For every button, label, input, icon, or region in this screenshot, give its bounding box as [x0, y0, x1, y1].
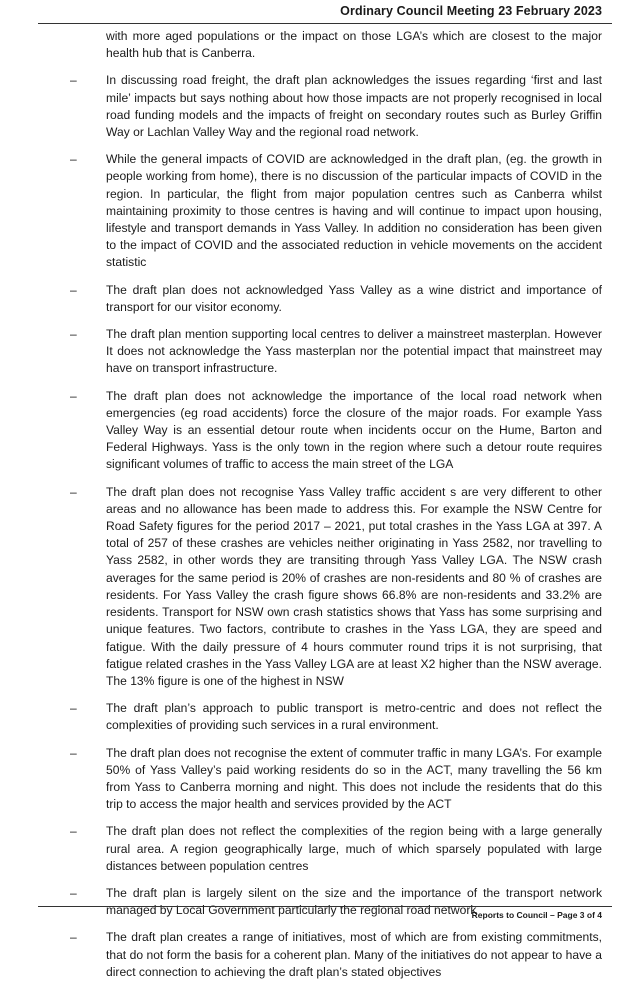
list-item [38, 700, 602, 734]
dash-bullet: – [70, 282, 77, 297]
list-item [38, 282, 602, 316]
list-item [38, 929, 602, 981]
list-item-text: While the general impacts of COVID are acknowledged in the draft plan, (eg. the growth in people working from home), there is no discussion of the particular impacts of COVID in the region. In particular, the flight from major population centres such as Canberra whilst maintaining proximity to those centres is having and will continue to impact upon housing, lifestyle and transport demands in Yass Valley. In addition no consideration has been given to the impact of COVID and the associated reduction in vehicle movements on the accident statistic [106, 152, 602, 270]
list-item-text: The draft plan is largely silent on the size and the importance of the transport network managed by Local Government particularly the regional road network [106, 885, 602, 918]
dash-bullet: – [70, 745, 77, 760]
footer-divider [38, 906, 612, 907]
dash-bullet: – [70, 484, 77, 499]
dash-bullet: – [70, 388, 77, 403]
list-item [38, 823, 602, 875]
document-body [38, 28, 602, 991]
list-item-text: The draft plan creates a range of initiatives, most of which are from existing commitments, that do not form the basis for a coherent plan. Many of the initiatives do not appear to have a direct connection to achieving the draft plan’s stated objectives [106, 930, 602, 979]
list-item [38, 484, 602, 690]
dash-bullet: – [70, 930, 77, 945]
intro-paragraph: with more aged populations or the impact on those LGA’s which are closest to the major health hub that is Canberra. [106, 29, 602, 61]
list-item-text: The draft plan does not acknowledge the importance of the local road network when emergencies (eg road accidents) force the closure of the major roads. For example Yass Valley Way is an essential detour route when incidents occur on the Hume, Barton and Federal Highways. Yass is the only town in the region where such a detour route requires significant volumes of traffic to access the main street of the LGA [106, 388, 602, 472]
list-item [38, 326, 602, 378]
dash-bullet: – [70, 824, 77, 839]
page-header-title: Ordinary Council Meeting 23 February 2023 [340, 4, 602, 18]
list-item-text: The draft plan does not recognise the extent of commuter traffic in many LGA’s. For example 50% of Yass Valley’s paid working residents do so in the ACT, many travelling the 56 km from Yass to Canberra morning and night. This does not include the residents that do this trip to access the major health and services provided by the ACT [106, 745, 602, 812]
list-item [38, 72, 602, 141]
list-item [38, 388, 602, 474]
dash-bullet: – [70, 327, 77, 342]
list-item [38, 151, 602, 271]
dash-bullet: – [70, 885, 77, 900]
dash-bullet: – [70, 152, 77, 167]
list-item-text: In discussing road freight, the draft plan acknowledges the issues regarding ‘first and last mile’ impacts but says nothing about how those impacts are not properly recognised in local road funding models and the impacts of freight on secondary routes such as Burley Griffin Way or Lachlan Valley Way and the regional road network. [106, 73, 602, 140]
dash-bullet: – [70, 73, 77, 88]
header-divider [38, 23, 612, 24]
list-item [38, 745, 602, 814]
list-item-text: The draft plan does not acknowledged Yass Valley as a wine district and importance of transport for our visitor economy. [106, 282, 602, 314]
list-item-text: The draft plan does not reflect the complexities of the region being with a large generally rural area. A region geographically large, much of which sparsely populated with large distances between population centres [106, 824, 602, 873]
list-item-text: The draft plan does not recognise Yass Valley traffic accident s are very different to other areas and no allowance has been made to address this. For example the NSW Centre for Road Safety figures for the period 2017 – 2021, put total crashes in the Yass LGA at 397. A total of 257 of these crashes are vehicles neither originating in Yass 2582, nor travelling to Yass 2582, in other words they are transiting through Yass Valley LGA. The NSW crash averages for the same period is 20% of crashes are non-residents and 80 % of crashes are residents. For Yass Valley the crash figure shows 66.8% are non-residents and 33.2% are residents. Transport for NSW own crash statistics shows that Yass has some surprising and unique features. Two factors, contribute to crashes in the Yass LGA, they are speed and fatigue. With the daily pressure of 4 hours commuter round trips it is not surprising, that fatigue related crashes in the Yass Valley LGA are at least X2 higher than the NSW average. The 13% figure is one of the highest in NSW [106, 484, 602, 688]
page-footer: Reports to Council – Page 3 of 4 [471, 910, 602, 920]
list-item-text: The draft plan mention supporting local centres to deliver a mainstreet masterplan. However It does not acknowledge the Yass masterplan nor the potential impact that mainstreet may have on transport infrastructure. [106, 327, 602, 376]
list-item-text: The draft plan’s approach to public transport is metro-centric and does not reflect the complexities of providing such services in a rural environment. [106, 701, 602, 733]
dash-bullet: – [70, 701, 77, 716]
